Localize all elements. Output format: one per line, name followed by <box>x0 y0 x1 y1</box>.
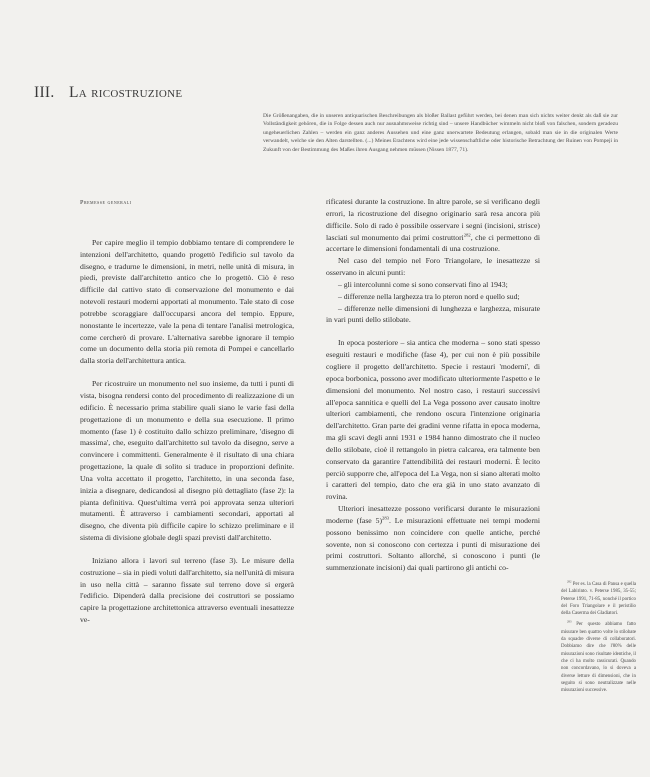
paragraph: Per capire meglio il tempio dobbiamo tentare di comprendere le intenzioni dell'architetto, quando progettò l'edificio sul tavolo da disegno, e tradurne le dimensioni, in metri, nelle unità di misura, in piedi, previste dall'architetto antico che lo progettò. Ciò è reso difficile dal cattivo stato di conservazione del monumento e dai notevoli restauri moderni apportati al monumento. Tale stato di cose potrebbe scoraggiare dall'occuparsi ancora del tempio. Eppure, nonostante le incertezze, vale la pena di tentare l'analisi metrologica, come cercherò di provare. L'alternativa sarebbe ignorare il tempio come un documento della storia più remota di Pompei e cancellarlo dalla storia dell'architettura antica. <box>80 237 294 366</box>
epigraph-text: Die Größenangaben, die in unseren antiquarischen Beschreibungen als bloßer Ballast geführt werden, bei denen man sich nichts weiter denkt als daß sie zur Vollständigkeit gehören, die in Folge dessen auch nur ausnahmsweise richtig sind – unsere Handbücher wimmeln nicht bloß von falschen, sondern geradezu ungeheuerlichen Zahlen – werden ein ganz anderes Aussehen und eine ganz unerwartete Bedeutung erlangen, sobald man sie in die originalen Werte verwandelt, welche sie den Alten darstellten. (...) Meines Erachtens wird eine jede wissenschaftliche oder historische Betrachtung der Ruinen von Pompeji in Zukunft von der Bestimmung des Maßes ihren Ausgang nehmen müssen (Nissen 1877, 71). <box>263 113 618 153</box>
chapter-number: III. <box>34 84 55 101</box>
left-column <box>80 197 294 626</box>
footnote: $^{282}$ Per es. la Casa di Pansa e quella del Labirinto. v. Peterse 1985, 35-55; Peterse 1991, 71-85, nonché il portico del Foro Triangolare e il peristilio della Caserma dei Gladiatori. <box>561 579 636 617</box>
paragraph: Ulteriori inesattezze possono verificarsi durante le misurazioni moderne (fase 5)$^{283}$. Le misurazioni effettuate nei tempi moderni possono benissimo non coincidere con quelle antiche, perché sovente, non si conoscono con certezza i punti di misurazione dei primi costruttori. Soltanto allorché, si conoscono i punti (le summenzionate incisioni) dai quali partirono gli antichi co- <box>326 504 540 573</box>
chapter-title <box>34 84 182 102</box>
paragraph: Per ricostruire un monumento nel suo insieme, da tutti i punti di vista, bisogna rendersi conto del procedimento di realizzazione di un edificio. È necessario prima stabilire quali siano le varie fasi della progettazione di un monumento e della sua esecuzione. Il primo momento (fase 1) è costituito dallo schizzo preliminare, 'disegno di massima', che, eseguito dall'architetto sul tavolo da disegno, serve a convincere i committenti. Generalmente è il risultato di una chiara progettazione, la quale di solito si traduce in proporzioni definite. Una volta accettato il progetto, l'architetto, in una seconda fase, inizia a disegnare, dedicandosi al disegno più dettagliato (fase 2): la pianta definitiva. Quest'ultima verrà poi approvata senza ulteriori mutamenti. È attraverso i cambiamenti secondari, apportati al disegno, che diventa più difficile capire lo schizzo preliminare e il sistema di divisione globale degli spazi previsti dall'architetto. <box>80 379 294 543</box>
list-item: – differenze nella larghezza tra lo pteron nord e quello sud; <box>338 291 520 301</box>
paragraph: Nel caso del tempio nel Foro Triangolare, le inesattezze si osservano in alcuni punti: <box>326 256 540 278</box>
paragraph: In epoca posteriore – sia antica che moderna – sono stati spesso eseguiti restauri e modifiche (fase 4), per cui non è più possibile cogliere il progetto dell'architetto. Specie i restauri 'moderni', di epoca borbonica, possono aver modificato ulteriormente l'aspetto e le dimensioni del monumento. Nel nostro caso, i restauri successivi all'epoca sannitica e quelli del La Vega possono aver causato inoltre ulteriori cambiamenti, che rendono oscura l'intenzione originaria dell'architetto. Gran parte dei gradini venne rifatta in epoca moderna, ma gli scavi degli anni 1931 e 1984 hanno dimostrato che il nucleo dello stilobate, cioè il rettangolo in pietra calcarea, era talmente ben conservato da garantire l'attendibilità dei restauri moderni. È lecito perciò supporre che, all'epoca del La Vega, non si siano alterati molto i caratteri del tempio, dato che era già in uno stato avanzato di rovina. <box>326 338 540 502</box>
paragraph: rificatesi durante la costruzione. In altre parole, se si verificano degli errori, la ricostruzione del disegno originario sarà resa ancora più difficile. Solo di rado è possibile osservare i segni (incisioni, strisce) lasciati sul monumento dai primi costruttori$^{282}$, che ci permettono di accertare le dimensioni fondamentali di una costruzione. <box>326 197 540 254</box>
list-item: – gli intercolunni come si sono conservati fino al 1943; <box>338 279 508 289</box>
footnote-ref[interactable]: 283 <box>382 515 389 521</box>
epigraph <box>263 112 618 154</box>
footnotes <box>561 581 636 698</box>
list-item: – differenze nelle dimensioni di lunghezza e larghezza, misurate in vari punti dello stilobate. <box>326 303 540 325</box>
footnote: $^{283}$ Per questo abbiamo fatto misurare ben quattro volte lo stilobate da squadre diverse di collaboratori. Dobbiamo dire che l'80% delle misurazioni sono risultate identiche, il che ci ha molto rassicurati. Quando non concordavano, lo si doveva a diverse letture di dimensioni, che in seguito si sono neutralizzate nelle misurazioni successive. <box>561 619 636 694</box>
footnote-number: 282 <box>567 579 572 584</box>
right-column <box>326 196 540 574</box>
inaccuracy-list <box>326 279 540 326</box>
footnote-number: 283 <box>567 619 572 624</box>
paragraph: Iniziano allora i lavori sul terreno (fase 3). Le misure della costruzione – sia in piedi voluti dall'architetto, sia nell'unità di misura in uso nella città – saranno fissate sul terreno dove si ergerà l'edificio. Dipenderà dalla precisione dei costruttori se possiamo capire la progettazione architettonica attraverso eventuali inesattezze ve- <box>80 555 294 625</box>
section-heading: Premesse generali <box>80 199 132 206</box>
footnote-ref[interactable]: 282 <box>463 231 471 237</box>
chapter-title-text: La ricostruzione <box>68 84 183 101</box>
